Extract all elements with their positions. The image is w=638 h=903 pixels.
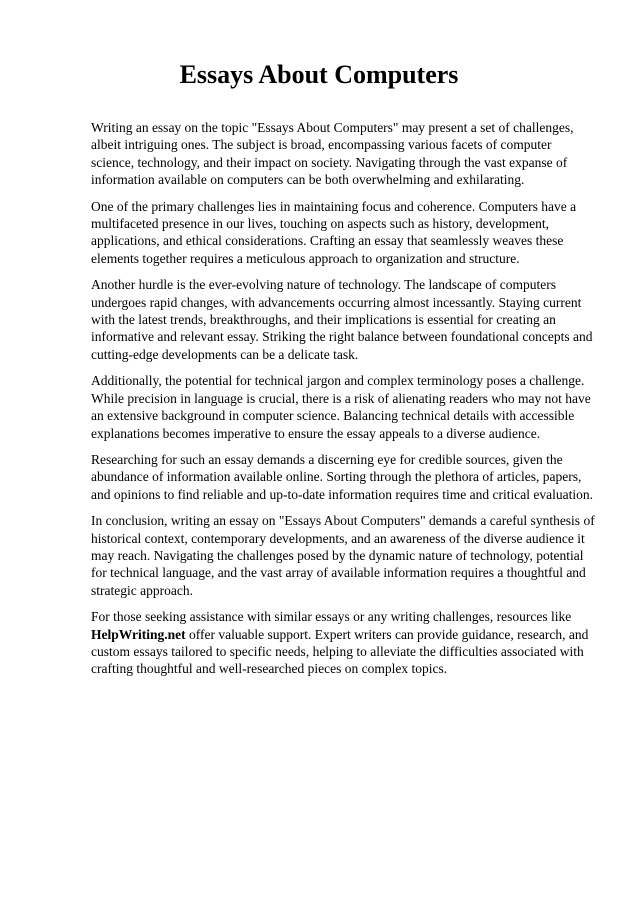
paragraph-closing [91, 608, 596, 678]
paragraph-evolving-technology: Another hurdle is the ever-evolving nature of technology. The landscape of computers undergoes rapid changes, with advancements occurring almost incessantly. Staying current with the latest trends, breakthroughs, and their implications is essential for creating an informative and relevant essay. Striking the right balance between foundational concepts and cutting-edge developments can be a delicate task. [91, 277, 593, 362]
document-title: Essays About Computers [179, 60, 459, 89]
paragraph-intro: Writing an essay on the topic "Essays About Computers" may present a set of challenges, albeit intriguing ones. The subject is broad, encompassing various facets of computer science, technology, and their impact on society. Navigating through the vast expanse of information available on computers can be both overwhelming and exhilarating. [91, 120, 574, 188]
helpwriting-brand: HelpWriting.net [91, 626, 186, 642]
paragraph-technical-jargon: Additionally, the potential for technical jargon and complex terminology poses a challenge. While precision in language is crucial, there is a risk of alienating readers who may not have an extensive background in computer science. Balancing technical details with accessible explanations becomes imperative to ensure the essay appeals to a diverse audience. [91, 373, 591, 441]
paragraph-researching: Researching for such an essay demands a discerning eye for credible sources, given the abundance of information available online. Sorting through the plethora of articles, papers, and opinions to find reliable and up-to-date information requires time and critical evaluation. [91, 451, 593, 502]
paragraph-conclusion: In conclusion, writing an essay on "Essays About Computers" demands a careful synthesis of historical context, contemporary developments, and an awareness of the diverse audience it may reach. Navigating the challenges posed by the dynamic nature of technology, potential for technical language, and the vast array of available information requires a thoughtful and strategic approach. [91, 513, 595, 598]
closing-text-before: For those seeking assistance with similar essays or any writing challenges, resources like [91, 609, 572, 625]
document-body [91, 119, 596, 687]
paragraph-focus-coherence: One of the primary challenges lies in maintaining focus and coherence. Computers have a multifaceted presence in our lives, touching on aspects such as history, development, applications, and ethical considerations. Crafting an essay that seamlessly weaves these elements together requires a meticulous approach to organization and structure. [91, 198, 577, 266]
closing-text-after: offer valuable support. Expert writers can provide guidance, research, and custom essays tailored to specific needs, helping to alleviate the difficulties associated with crafting thoughtful and well-researched pieces on complex topics. [91, 626, 589, 677]
